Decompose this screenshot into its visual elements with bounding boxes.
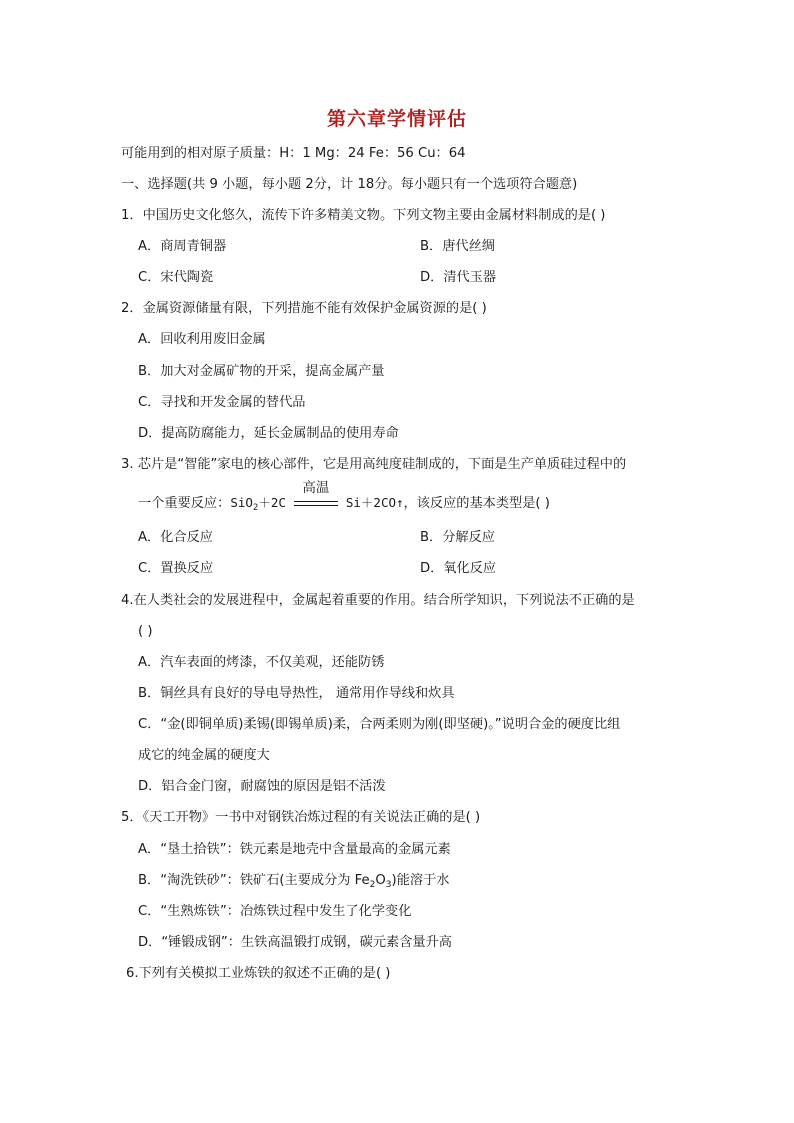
question-3-stem-suffix: ，该反应的基本类型是( ) [403,496,550,511]
question-5-option-d: D．“锤锻成钢”：生铁高温锻打成钢，碳元素含量升高 [138,935,452,950]
question-2-option-b: B．加大对金属矿物的开采，提高金属产量 [138,364,385,379]
question-3-option-a: A．化合反应 [138,530,213,545]
question-4-option-c-line2: 成它的纯金属的硬度大 [138,748,270,763]
reaction-arrow [292,480,340,513]
question-3-option-d: D．氧化反应 [420,561,497,576]
equals-bar-top [294,501,338,502]
option-b-text-suffix: )能溶于水 [391,873,450,888]
question-1-option-b: B．唐代丝绸 [420,239,495,254]
question-6-stem: 6.下列有关模拟工业炼铁的叙述不正确的是( ) [126,966,391,981]
question-4-option-b: B．铜丝具有良好的导电导热性， 通常用作导线和炊具 [138,686,455,701]
fe-subscript: 2 [369,880,376,890]
page-title: 第六章学情评估 [326,108,467,130]
question-4-option-d: D．铝合金门窗，耐腐蚀的原因是铝不活泼 [138,779,386,794]
reactant-subscript: 2 [252,503,259,513]
question-5-option-a: A．“垦土拾铁”：铁元素是地壳中含量最高的金属元素 [138,842,451,857]
reaction-condition: 高温 [302,480,330,496]
oxygen-symbol: O [375,873,386,888]
question-3-stem-line1: 3. 芯片是“智能”家电的核心部件，它是用高纯度硅制成的，下面是生产单质硅过程中的 [121,457,627,472]
equation-reactant-sio2 [230,495,259,513]
option-b-text-prefix: B．“淘洗铁砂”：铁矿石(主要成分为 Fe [138,873,370,888]
reactant-sio-text: SiO [230,495,253,510]
question-5-stem: 5．《天工开物》一书中对钢铁冶炼过程的有关说法正确的是( ) [121,810,481,825]
question-3-stem-prefix: 一个重要反应： [138,496,231,511]
equals-bar-bottom [294,505,338,506]
question-4-stem-line1: 4.在人类社会的发展进程中，金属起着重要的作用。结合所学知识，下列说法不正确的是 [121,593,635,608]
section-heading: 一、选择题(共 9 小题，每小题 2分，计 18分。每小题只有一个选项符合题意) [121,177,578,192]
atomic-mass-line: 可能用到的相对原子质量：H：1 Mg：24 Fe：56 Cu：64 [121,146,466,161]
question-3-stem-line2 [138,480,550,518]
question-2-option-c: C．寻找和开发金属的替代品 [138,395,306,410]
question-1-stem: 1．中国历史文化悠久，流传下许多精美文物。下列文物主要由金属材料制成的是( ) [121,208,606,223]
equation-reactant-carbon: ＋2C [258,495,286,510]
question-5-option-b [138,871,449,895]
question-4-option-c-line1: C．“金(即铜单质)柔锡(即锡单质)柔，合两柔则为刚(即坚硬)。”说明合金的硬度比组 [138,717,621,732]
question-1-option-a: A．商周青铜器 [138,239,227,254]
question-2-option-d: D．提高防腐能力，延长金属制品的使用寿命 [138,426,399,441]
question-5-option-c: C．“生熟炼铁”：冶炼铁过程中发生了化学变化 [138,904,412,919]
o-subscript: 3 [385,880,392,890]
question-2-option-a: A．回收利用废旧金属 [138,332,266,347]
question-3-option-c: C．置换反应 [138,561,214,576]
question-2-stem: 2．金属资源储量有限，下列措施不能有效保护金属资源的是( ) [121,301,487,316]
question-4-stem-line2: ( ) [138,624,153,639]
question-1-option-d: D．清代玉器 [420,270,497,285]
question-4-option-a: A．汽车表面的烤漆，不仅美观，还能防锈 [138,655,385,670]
equation-products: Si＋2CO↑ [345,495,404,510]
question-3-option-b: B．分解反应 [420,530,495,545]
question-1-option-c: C．宋代陶瓷 [138,270,214,285]
